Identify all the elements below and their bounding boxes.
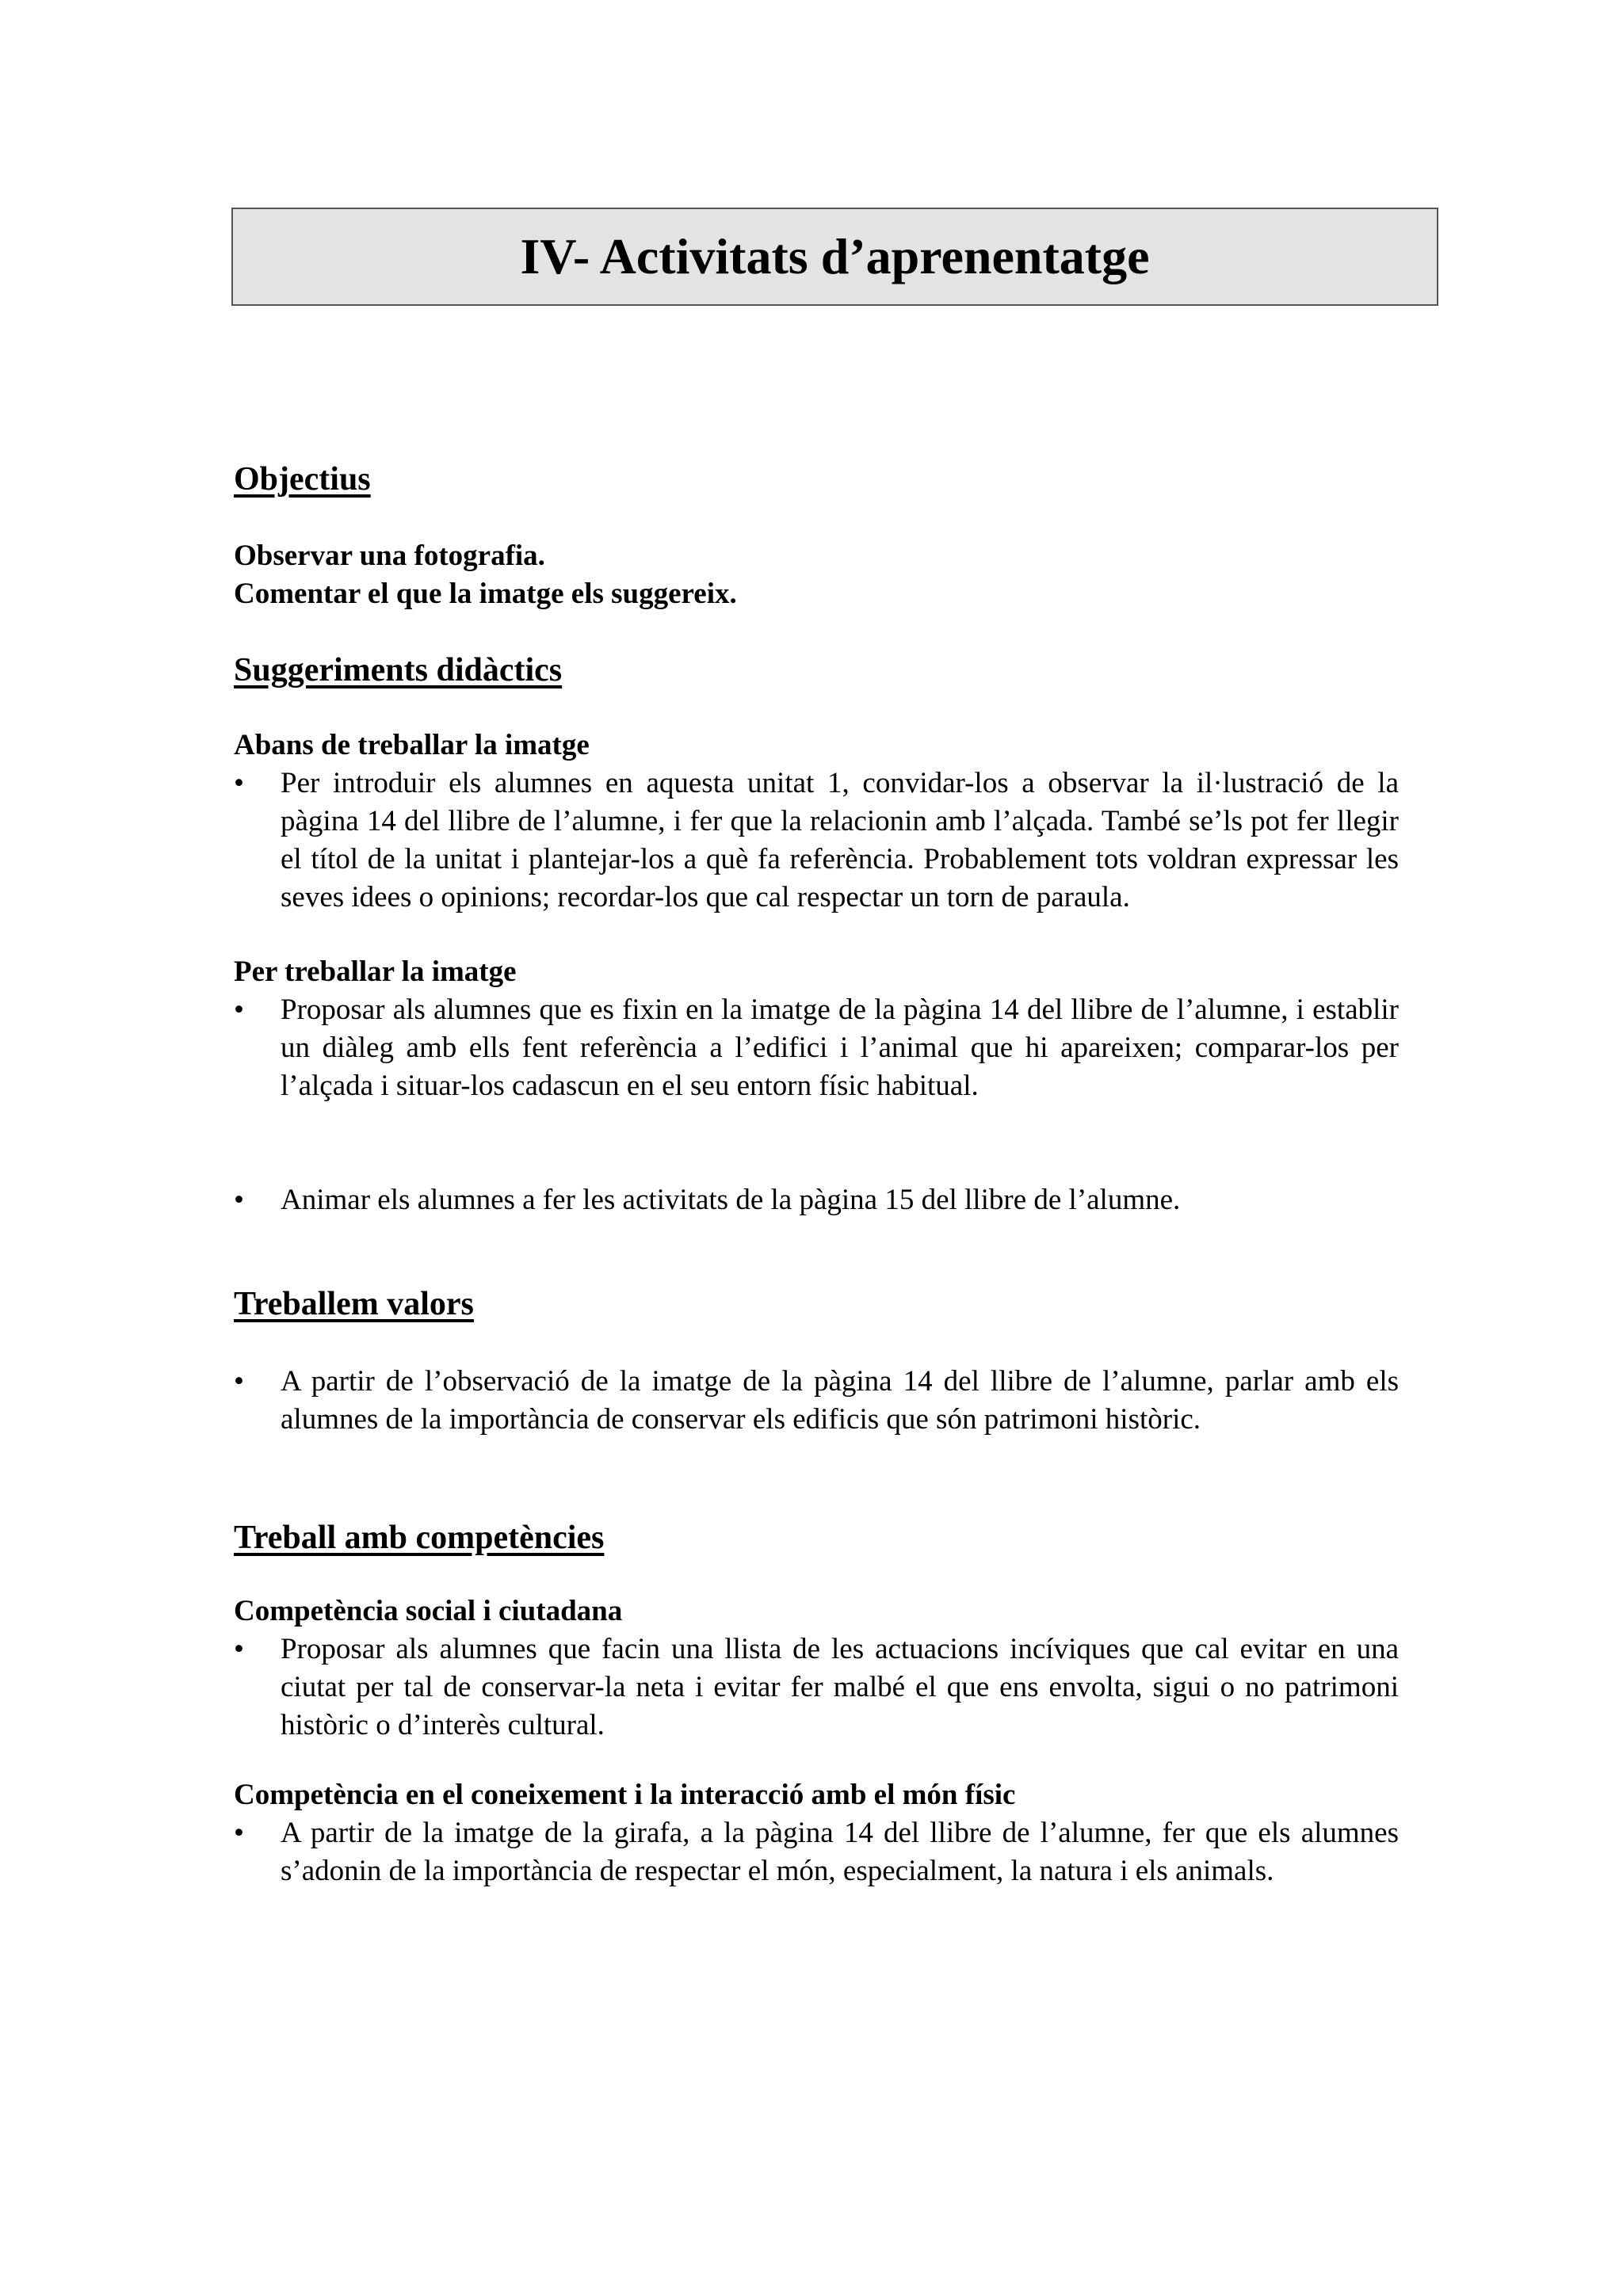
list-item: [234, 1814, 1399, 1890]
subheading-abans: Abans de treballar la imatge: [234, 728, 590, 761]
bullet-marker: •: [234, 1364, 244, 1398]
section-heading-competencies: Treball amb competències: [234, 1519, 605, 1556]
list-item-text: A partir de l’observació de la imatge de la pàgina 14 del llibre de l’alumne, parlar amb els alumnes de la importància de conservar els edificis que són patrimoni històric.: [281, 1364, 1399, 1436]
list-item-text: Proposar als alumnes que es fixin en la imatge de la pàgina 14 del llibre de l’alumne, i establir un diàleg amb ells fent referència a l’edifici i l’animal que hi apareixen; comparar-los per l’alçada i situar-los cadascun en el seu entorn físic habitual.: [281, 994, 1399, 1103]
spacer: [234, 1219, 1399, 1284]
list-item-text: Proposar als alumnes que facin una llista de les actuacions incíviques que cal evitar en una ciutat per tal de conservar-la neta i evitar fer malbé el que ens envolta, sigui o no patrimoni històric o d’interès cultural.: [281, 1633, 1399, 1742]
bullet-marker: •: [234, 1184, 244, 1217]
list-coneixement: [234, 1814, 1399, 1890]
objective-line-2: Comentar el que la imatge els suggereix.: [234, 578, 737, 611]
spacer: [234, 1325, 1399, 1363]
spacer: [234, 614, 1399, 650]
spacer: [234, 1745, 1399, 1776]
section-heading-suggeriments: Suggeriments didàctics: [234, 651, 563, 688]
objective-line-1: Observar una fotografia.: [234, 540, 545, 573]
page-title: IV- Activitats d’aprenentatge: [520, 228, 1150, 284]
bullet-marker: •: [234, 1817, 244, 1850]
list-item: [234, 991, 1399, 1105]
list-item: [234, 1181, 1399, 1219]
list-item: [234, 1630, 1399, 1745]
document-content: [234, 460, 1399, 1890]
spacer: [234, 1439, 1399, 1518]
list-valors: [234, 1363, 1399, 1439]
section-heading-objectius: Objectius: [234, 461, 371, 498]
subheading-per: Per treballar la imatge: [234, 955, 517, 989]
subheading-coneixement: Competència en el coneixement i la interacció amb el món físic: [234, 1779, 1016, 1812]
list-item: [234, 765, 1399, 917]
list-item-text: Per introduir els alumnes en aquesta unitat 1, convidar-los a observar la il·lustració de la pàgina 14 del llibre de l’alumne, i fer que la relacionin amb l’alçada. També se’ls pot fer llegir el títol de la unitat i plantejar-los a què fa referència. Probablement tots voldran expressar les seves idees o opinions; recordar-los que cal respectar un torn de paraula.: [281, 767, 1399, 914]
list-per: [234, 991, 1399, 1219]
list-item: [234, 1363, 1399, 1439]
list-item-text: Animar els alumnes a fer les activitats de la pàgina 15 del llibre de l’alumne.: [281, 1184, 1181, 1217]
spacer: [234, 499, 1399, 537]
subheading-social: Competència social i ciutadana: [234, 1594, 623, 1627]
list-item-text: A partir de la imatge de la girafa, a la pàgina 14 del llibre de l’alumne, fer que els alumnes s’adonin de la importància de respectar el món, especialment, la natura i els animals.: [281, 1817, 1399, 1888]
spacer: [234, 1558, 1399, 1592]
title-box: [231, 208, 1438, 306]
list-abans: [234, 765, 1399, 917]
list-social: [234, 1630, 1399, 1745]
bullet-marker: •: [234, 994, 244, 1027]
spacer: [234, 690, 1399, 727]
spacer: [234, 917, 1399, 953]
section-heading-valors: Treballem valors: [234, 1286, 474, 1323]
bullet-marker: •: [234, 1633, 244, 1666]
bullet-marker: •: [234, 767, 244, 800]
